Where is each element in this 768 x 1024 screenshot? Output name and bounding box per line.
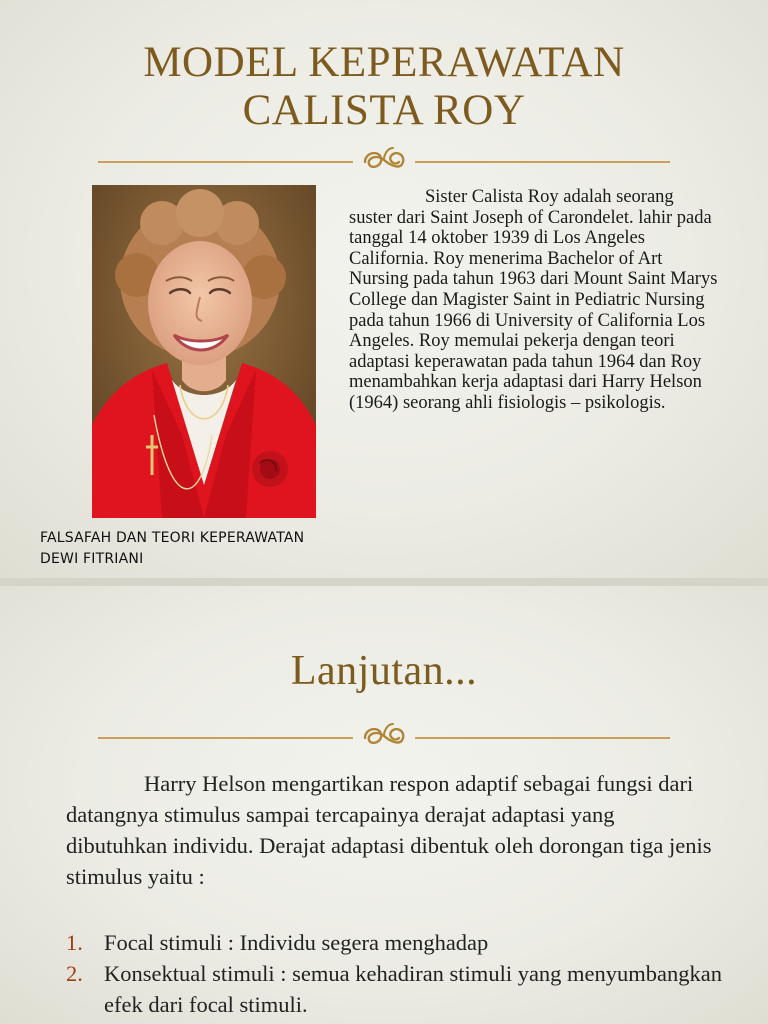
divider-line-left (98, 737, 353, 739)
portrait-photo (92, 185, 316, 518)
paragraph-content: Harry Helson mengartikan respon adaptif sebagai fungsi dari datangnya stimulus sampai tercapainya derajat adaptasi yang dibutuhkan individu. Derajat adaptasi dibentuk oleh dorongan tiga jenis stimulus yaitu : (66, 771, 712, 889)
title-divider (98, 150, 670, 174)
slide-title-line-2: CALISTA ROY (242, 87, 526, 134)
footer-course-title: FALSAFAH DAN TEORI KEPERAWATAN (40, 530, 305, 546)
divider-line-left (98, 161, 353, 163)
flourish-ornament-icon (357, 144, 411, 176)
stimulus-list (66, 927, 726, 1020)
slide-title: Lanjutan... (290, 648, 478, 694)
biography-content: Sister Calista Roy adalah seorang suster dari Saint Joseph of Carondelet. lahir pada tanggal 14 oktober 1939 di Los Angeles California. Roy menerima Bachelor of Art Nursing pada tahun 1963 dari Mount Saint Marys College dan Magister Saint in Pediatric Nursing pada tahun 1966 di University of California Los Angeles. Roy memulai pekerja dengan teori adaptasi keperawatan pada tahun 1964 dan Roy menambahkan kerja adaptasi dari Harry Helson (1964) seorang ahli fisiologis – psikologis. (349, 187, 718, 413)
list-item-text: Konsektual stimuli : semua kehadiran stimuli yang menyumbangkan efek dari focal stimuli. (104, 961, 723, 1017)
list-number: 2. (66, 961, 83, 986)
body-paragraph (66, 768, 716, 892)
list-item (66, 927, 726, 958)
divider-line-right (415, 161, 670, 163)
flourish-ornament-icon (357, 720, 411, 752)
slide-footer (40, 528, 304, 570)
footer-author-name: DEWI FITRIANI (40, 551, 144, 567)
slide-2 (0, 586, 768, 1024)
list-item-text: Focal stimuli : Individu segera menghadap (104, 930, 489, 955)
title-divider (98, 726, 670, 750)
list-item (66, 958, 726, 1020)
slide-separator (0, 578, 768, 586)
list-number: 1. (66, 930, 83, 955)
biography-text (349, 187, 721, 414)
slide-title-line-1: MODEL KEPERAWATAN (143, 39, 625, 86)
divider-line-right (415, 737, 670, 739)
